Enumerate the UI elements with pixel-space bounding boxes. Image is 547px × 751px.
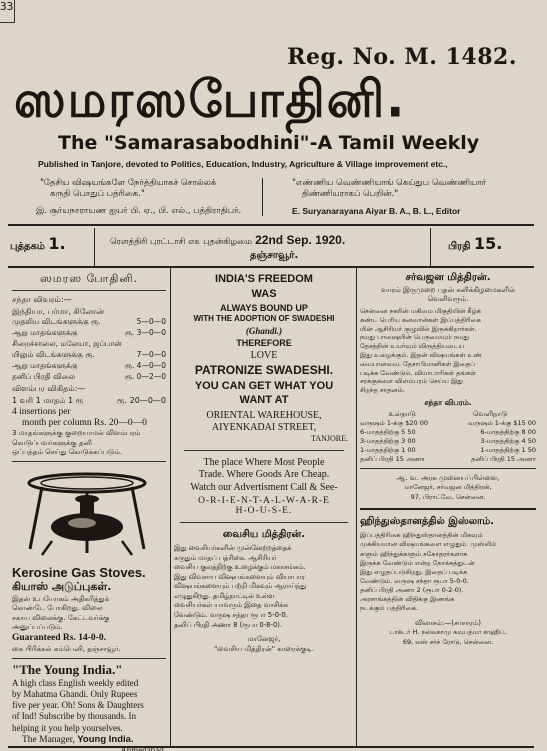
rule xyxy=(12,461,166,462)
sandha-row xyxy=(360,428,536,437)
rate-label: ஆறு மாதங்களுக்கு xyxy=(12,328,78,338)
column-rule xyxy=(170,268,171,746)
motto-left xyxy=(40,178,250,200)
sandha-row xyxy=(360,446,536,455)
copy-box xyxy=(448,234,502,253)
ad-en-line: 4 insertions per xyxy=(12,406,71,417)
sign2c: 69, லஸ் சர்ச் ரோடு, சென்னை. xyxy=(402,637,494,646)
signoff-3: 97, பிராட்வே, சென்னை. xyxy=(410,492,486,501)
kerosine-line: கை பிரிக்கல் கம்பெனி, தஞ்சாவூர். xyxy=(12,645,121,654)
ad-note xyxy=(12,429,166,457)
rule xyxy=(360,508,536,510)
vaishya-sign: மானேஜர், xyxy=(247,635,281,644)
kerosine-body xyxy=(12,595,166,655)
ad-line-value: ரூ. 20—0—0 xyxy=(117,396,166,406)
swadeshi-line: PATRONIZE SWADESHI. xyxy=(194,363,334,378)
vaishya-line: வைசிய குலத்திற்கு உழைக்கும் மகாசங்கம். xyxy=(174,563,306,572)
swadeshi-line: (Ghandi.) xyxy=(245,325,283,336)
sandha-cell: வருஷம் 1-க்கு $20 00 xyxy=(360,418,429,427)
vaishya-line: இது வைசியர்களின் முன்னேற்றத்தைக் xyxy=(174,544,292,553)
rate-row xyxy=(12,328,166,339)
vaishya-line: வைசியர்கள் யாவரும் இதை வாசிக்க xyxy=(174,601,288,610)
sarvajana-line: நமது பாஷையின் பெருமையும் நமது xyxy=(360,333,470,342)
swadeshi-line: YOU CAN GET WHAT YOU xyxy=(194,379,334,392)
bottom-rule xyxy=(8,746,534,748)
column-rule xyxy=(356,268,357,746)
swadeshi-line: ALWAYS BOUND UP xyxy=(220,302,308,313)
masthead-title: ஸமரஸபோதினி. xyxy=(14,70,407,130)
divider xyxy=(430,228,431,266)
rate-row xyxy=(12,317,166,328)
volume-number: 1. xyxy=(48,234,66,253)
islam-line: நடக்கும் பத்திரிகை. xyxy=(360,604,418,613)
manager-name: Young India. xyxy=(77,733,134,745)
ad-note-line: கொடுப்பவர்களுக்கு தனி xyxy=(12,438,92,447)
sarvajana-line: மையானவை. தேசாபிமானிகள் இதைப் xyxy=(360,359,475,368)
islam-line: தனிப் பிரதி அணா 2 (ரூபா 0-2-0). xyxy=(360,585,464,594)
sandha-cell: வருஷம் 1-க்கு $15 00 xyxy=(467,418,536,427)
manager-label: The Manager, xyxy=(22,734,75,745)
manager-line xyxy=(12,734,166,745)
kerosine-line: Guaranteed Rs. 14-0-0. xyxy=(12,633,106,644)
islam-line: முக்கியமான விஷயங்களை எழுதும். முஸ்லிம் xyxy=(360,540,497,549)
sandha-row xyxy=(360,437,536,446)
subscription-head: சந்தா விவரம்:— xyxy=(12,295,72,304)
rule xyxy=(180,522,348,523)
swadeshi-ad xyxy=(174,272,354,408)
kerosine-line: கொண்டே போகிறது. விலை xyxy=(12,604,103,613)
swadeshi-line: WANT AT xyxy=(239,394,289,407)
date-english: 22nd Sep. 1920. xyxy=(255,233,346,247)
kerosine-line: அனுப்பப்படும். xyxy=(12,623,63,632)
sandha-cell: 3-மாதத்திற்கு 4 50 xyxy=(480,437,536,446)
divider xyxy=(94,228,95,266)
sandha-row xyxy=(360,455,536,464)
rate-label: யிலும் விடங்களுக்கு ரூ. xyxy=(12,349,95,359)
islam-line: களும் ஹிந்துக்களும் சகோதரர்களாக xyxy=(360,549,468,558)
young-india-line: helping it you help yourselves. xyxy=(12,722,123,733)
place: தஞ்சாவூர். xyxy=(250,250,299,261)
young-india-line: by Mahatma Ghandi. Only Rupees xyxy=(12,688,138,699)
swadeshi-line: WITH THE ADOPTION OF SWADESHI xyxy=(193,313,335,323)
top-rule xyxy=(8,224,534,226)
sarvajana-line: சிறந்த சாதனம். xyxy=(360,386,405,395)
vaishya-sign-2: "வைசிய மித்திரன்" காரைக்குடி. xyxy=(213,645,315,654)
ad-note-line: 3 மாதங்களுக்கு குறையாமல் விளம்பரம் xyxy=(12,429,141,438)
house-spelled: H-O-U-S-E. xyxy=(235,506,293,517)
middle-column xyxy=(174,272,354,654)
ad-english xyxy=(12,407,166,430)
rate-value: 5—0—0 xyxy=(136,317,166,327)
young-india-line: of Ind! Subscribe by thousands. In xyxy=(12,711,136,722)
sandha-cell: 6-மாதத்திற்கு 5 50 xyxy=(360,427,416,436)
kerosine-line: இதன் உபயோகம் அதிகரித்துக் xyxy=(12,594,110,603)
vaishya-heading: வைசிய மித்திரன். xyxy=(222,529,306,541)
place-line: Trade. Where Goods Are Cheap. xyxy=(198,469,330,481)
sarvajana-line: சரக்குகளை விளம்பரம் செய்ய இது xyxy=(360,377,463,386)
left-heading: ஸமரஸ போதினி. xyxy=(39,272,139,285)
vaishya-line: தனிப் பிரதி அணா 8 (ரூபா 0-8-0). xyxy=(174,620,283,629)
rate-value: ரூ. 3—0—0 xyxy=(124,328,166,338)
sandha-row xyxy=(360,419,536,428)
kerosine-line: சகாய விலைக்கு. கேட்டவர்க்கு xyxy=(12,613,110,622)
ad-head: விளம்பர விகிதம்:— xyxy=(12,384,86,394)
motto-left-line: கருதி பொதுப் பத்ரிகை." xyxy=(50,189,145,200)
rule xyxy=(12,290,166,291)
rate-row xyxy=(12,361,166,372)
kerosine-title: Kerosine Gas Stoves. xyxy=(12,564,146,580)
motto-left-line: "தேசிய விஷயங்களே நேர்த்தியாகச் சொல்லக் xyxy=(40,178,217,188)
swadeshi-line: WAS xyxy=(251,287,277,300)
islam-heading: ஹிந்துஸ்தானத்தில் இஸ்லாம். xyxy=(360,516,495,528)
motto-right-line: "எண்ணிய வெண்ணியாங் கெய்துப வெண்ணியார் xyxy=(292,178,487,188)
address-line: ORIENTAL WAREHOUSE, xyxy=(206,410,322,422)
issue-date xyxy=(110,233,430,248)
sarvajana-line: சென்னை நகரின் மகிமை மிகுதியின் கீழ்க் xyxy=(360,307,481,316)
rule xyxy=(360,468,536,469)
sign2b: டாக்டர் H. நல்லகாமு கவுபத்மா சாஹிப், xyxy=(389,628,507,637)
sarvajana-heading: சர்வஜன மித்திரன். xyxy=(405,272,491,283)
ad-line-label: 1 வரி 1 மாதம் 1 ரூ xyxy=(12,396,84,406)
right-column xyxy=(360,272,536,647)
young-india-title: "The Young India." xyxy=(12,661,123,677)
copy-label: பிரதி xyxy=(448,241,471,252)
sarvajana-line: கண்ட பெரிய கனவான்கள் இப்பத்திரிகை xyxy=(360,315,481,324)
copy-number: 15. xyxy=(473,234,503,253)
rate-row xyxy=(12,339,166,350)
sandha-col: உள்நாடு xyxy=(388,409,416,418)
sandha-cell: தனிப் பிரதி 15 அணா xyxy=(360,455,425,464)
sandha-cols xyxy=(360,409,536,419)
volume-label: புத்தகம் xyxy=(10,241,45,252)
warehouse-address xyxy=(174,410,354,444)
address-line: TANJORE. xyxy=(311,434,348,444)
islam-line: வேண்டும். வருஷ சந்தா ரூபா 5-0-0. xyxy=(360,576,469,585)
rule xyxy=(12,658,166,659)
rate-label: முதலிய விடங்களுக்கு ரூ. xyxy=(12,317,101,327)
young-india-body xyxy=(12,678,166,734)
sarvajana-body xyxy=(360,307,536,395)
sandha-cell: 6-மாதத்திற்கு 8 00 xyxy=(480,427,536,436)
rate-value: ரூ. 0—2—0 xyxy=(124,371,166,381)
vaishya-line: கருதும் மாதப் பத்ரிகை. ஆசிரியர் xyxy=(174,553,277,562)
kerosine-stove-image xyxy=(12,465,162,565)
rate-value: 7—0—0 xyxy=(136,349,166,359)
sub-line: வாரம் இருமுறை புதன் சனிக்கிழமைகளில் xyxy=(381,286,515,294)
left-column xyxy=(12,272,166,751)
sarvajana-line: இது உழைக்கும். இதன் விஷயங்கள் உண் xyxy=(360,351,482,360)
subtitle: The "Samarasabodhini"-A Tamil Weekly xyxy=(58,132,480,154)
page-number: 33 xyxy=(0,0,15,23)
young-india-line: five per year. Oh! Sons & Daughters xyxy=(12,700,144,711)
swadeshi-line: LOVE xyxy=(250,349,278,361)
ad-line xyxy=(12,395,166,407)
published-line: Published in Tanjore, devoted to Politics, Education, Industry, Agriculture & Village improvement etc., xyxy=(38,159,448,169)
signoff: ஆ. வ. அரசு முனையப்பிள்ளை, xyxy=(396,474,500,483)
ad-en-line: month per column Rs. 20—0—0 xyxy=(22,418,147,429)
rule xyxy=(184,450,344,451)
sarvajana-sub xyxy=(360,286,536,304)
address-line: AIYENKADAI STREET, xyxy=(211,422,317,434)
sarvajana-line: தேசத்தின் உயர்வும் விருத்தியடைய xyxy=(360,342,465,351)
islam-body xyxy=(360,531,536,613)
sub-line: வெளிவரும். xyxy=(427,295,469,304)
rate-label: ஆறு மாதங்களுக்கு xyxy=(12,360,78,370)
kerosine-tamil: கியாஸ் அடுப்புகள். xyxy=(12,579,112,593)
sandha-table xyxy=(360,419,536,464)
islam-line: இருக்க வேண்டும் என்ற நோக்கத்துடன் xyxy=(360,558,475,567)
vaishya-line: இது விவசாய விஷயங்களையும் வியாபார xyxy=(174,572,305,581)
sandha-cell: 1-மாதத்திற்கு 1 00 xyxy=(360,446,416,455)
date-tamil: ரௌத்திரி புரட்டாசி ௭௨ புதன்கிழமை xyxy=(110,237,252,247)
vaishya-line: விஷயங்களையும் பற்றி மிகவும் ஆராய்ந்து xyxy=(174,582,307,591)
rates-intro: இந்தியா, பர்மா, சிலோன் xyxy=(12,306,104,316)
vaishya-line: வேண்டும். வருஷ சந்தா ரூபா 5-0-0. xyxy=(174,610,288,619)
vaishya-body xyxy=(174,544,354,630)
sandha-col: வெளிநாடு xyxy=(473,409,508,418)
sarvajana-line: யின் ஆசிரியர் குழுவில் இருக்கிறார்கள். xyxy=(360,324,477,333)
rate-list xyxy=(12,317,166,382)
volume-box xyxy=(10,234,95,253)
vaishya-line: எழுதுகிறது. தமிழ்நாட்டில் உள்ள xyxy=(174,591,275,600)
place-line: The place Where Most People xyxy=(203,456,325,468)
sandha-cell: 1-மாதத்திற்கு 1 50 xyxy=(480,446,536,455)
sandha-cell: தனிப் பிரதி 15 அணா xyxy=(471,455,536,464)
islam-line: அரசாங்கத்தின் விதிக்கு இணங்க xyxy=(360,594,455,603)
place-text xyxy=(174,457,354,495)
rate-row xyxy=(12,372,166,383)
motto-right-line: திண்ணியராகப் பெறின்." xyxy=(302,189,399,200)
sandha-heading: சந்தா விபரம். xyxy=(424,397,472,407)
rate-row xyxy=(12,350,166,361)
swadeshi-line: THEREFORE xyxy=(236,337,292,348)
ad-note-line: ஒப்பந்தம் செய்து கொடுக்கப்படும். xyxy=(12,448,123,457)
signoff-2: மானேஜர், சர்வஜன மித்திரன், xyxy=(404,483,492,492)
rate-value: ரூ. 4—0—0 xyxy=(124,360,166,370)
islam-line: இது எழுதப்படுகிறது. இதைப் படிக்க xyxy=(360,567,468,576)
editor-english: E. Suryanarayana Aiyar B. A., B. L., Editor xyxy=(292,206,461,216)
motto-right xyxy=(292,178,522,200)
warehouse-spelled: O-R-I-E-N-T-A-L-W-A-R-E xyxy=(198,496,330,507)
young-india-line: A high class English weekly edited xyxy=(12,677,139,688)
islam-line: இப்பத்திரிகை ஹிந்துஸ்தானத்தின் மிகவும் xyxy=(360,531,483,540)
rate-label: சிறைச்சாலை, மலேயா, ஜப்பான் xyxy=(12,338,122,348)
issue-rule xyxy=(8,266,534,268)
swadeshi-line: INDIA'S FREEDOM xyxy=(215,273,313,285)
registration-number: Reg. No. M. 1482. xyxy=(287,44,517,70)
sandha-cell: 3-மாதத்திற்கு 3 00 xyxy=(360,437,416,446)
place-line: Watch our Advertisment Call & See- xyxy=(190,481,338,493)
sarvajana-line: படிக்க வேண்டும். வியாபாரிகள் தங்கள் xyxy=(360,368,476,377)
editor-tamil: இ. சூர்யநாராயண ஐயர் பி. ஏ., பி. எல்., பத்திராதிபர். xyxy=(36,206,242,216)
rate-label: தனிப் பிரதி விலை xyxy=(12,371,75,381)
sign2: விலாசம்:—(சாசாரம்) xyxy=(414,619,482,628)
